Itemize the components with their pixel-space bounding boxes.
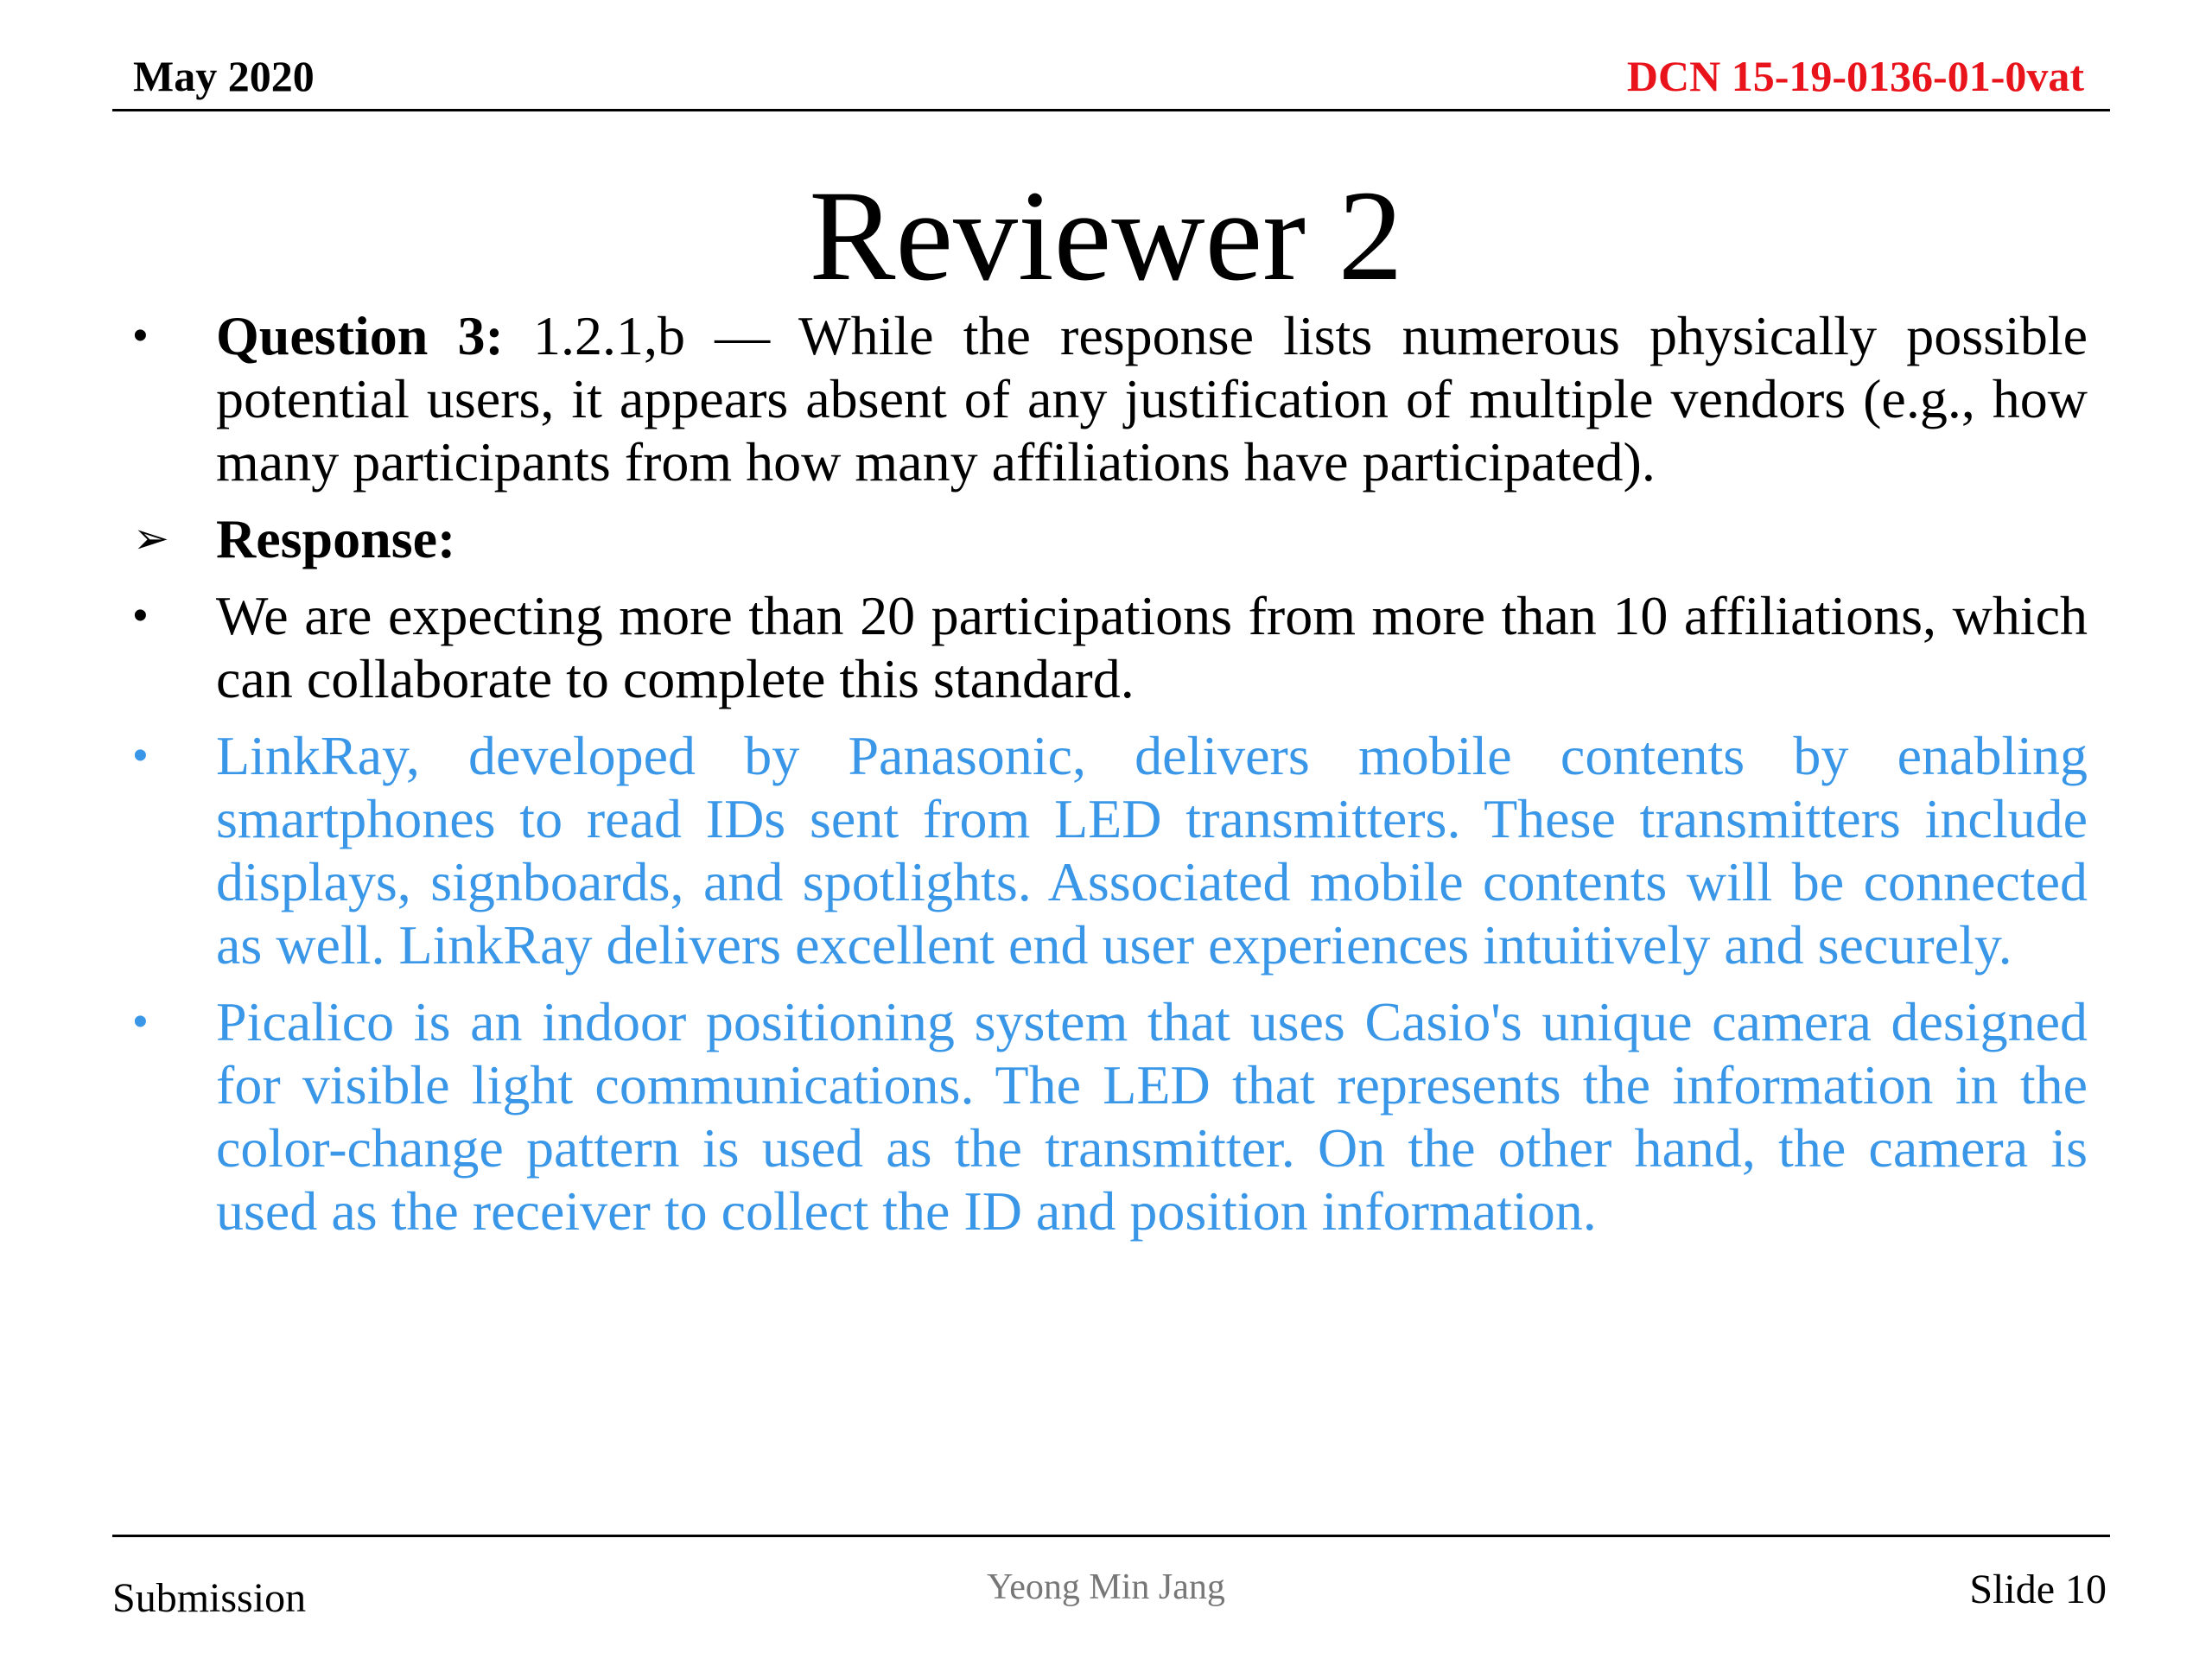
linkray-text: LinkRay, developed by Panasonic, delivers mobile contents by enabling smartphones to read IDs sent from LED transmitters. These transmitters include displays, signboards, and spotlights. Associated mobile contents will be connected as well. LinkRay delivers excellent end user experiences intuitively and securely.: [216, 725, 2088, 976]
bullet-icon: •: [133, 313, 148, 359]
slide-title: Reviewer 2: [809, 164, 1403, 308]
question-item: [133, 304, 2088, 493]
picalico-text: Picalico is an indoor positioning system that uses Casio's unique camera designed for visible light communications. The LED that represents the information in the color-change pattern is used as the transmitter. On the other hand, the camera is used as the receiver to collect the ID and position information.: [216, 991, 2088, 1242]
footer-divider: [112, 1535, 2110, 1537]
question-text: 1.2.1,b — While the response lists numerous physically possible potential users, it appears absent of any justification of multiple vendors (e.g., how many participants from how many affiliations have participated).: [216, 305, 2088, 493]
picalico-item: [133, 990, 2088, 1243]
linkray-item: [133, 724, 2088, 976]
footer-author: Yeong Min Jang: [987, 1567, 1225, 1607]
arrow-bullet-icon: ➢: [133, 513, 169, 563]
response-expectation-text: We are expecting more than 20 participations from more than 10 affiliations, which can collaborate to complete this standard.: [216, 585, 2088, 709]
header-divider: [112, 109, 2110, 111]
response-heading-item: [133, 507, 2088, 570]
bullet-icon: •: [133, 733, 148, 779]
header-dcn: DCN 15-19-0136-01-0vat: [1626, 52, 2084, 100]
response-expectation-item: [133, 584, 2088, 710]
response-label: Response:: [216, 508, 456, 569]
footer-submission: Submission: [112, 1575, 307, 1621]
bullet-icon: •: [133, 593, 148, 639]
header-date: May 2020: [133, 52, 315, 100]
footer-slide-number: Slide 10: [1969, 1567, 2107, 1612]
bullet-icon: •: [133, 999, 148, 1045]
slide-body: [133, 304, 2088, 1256]
question-label: Question 3:: [216, 305, 504, 366]
